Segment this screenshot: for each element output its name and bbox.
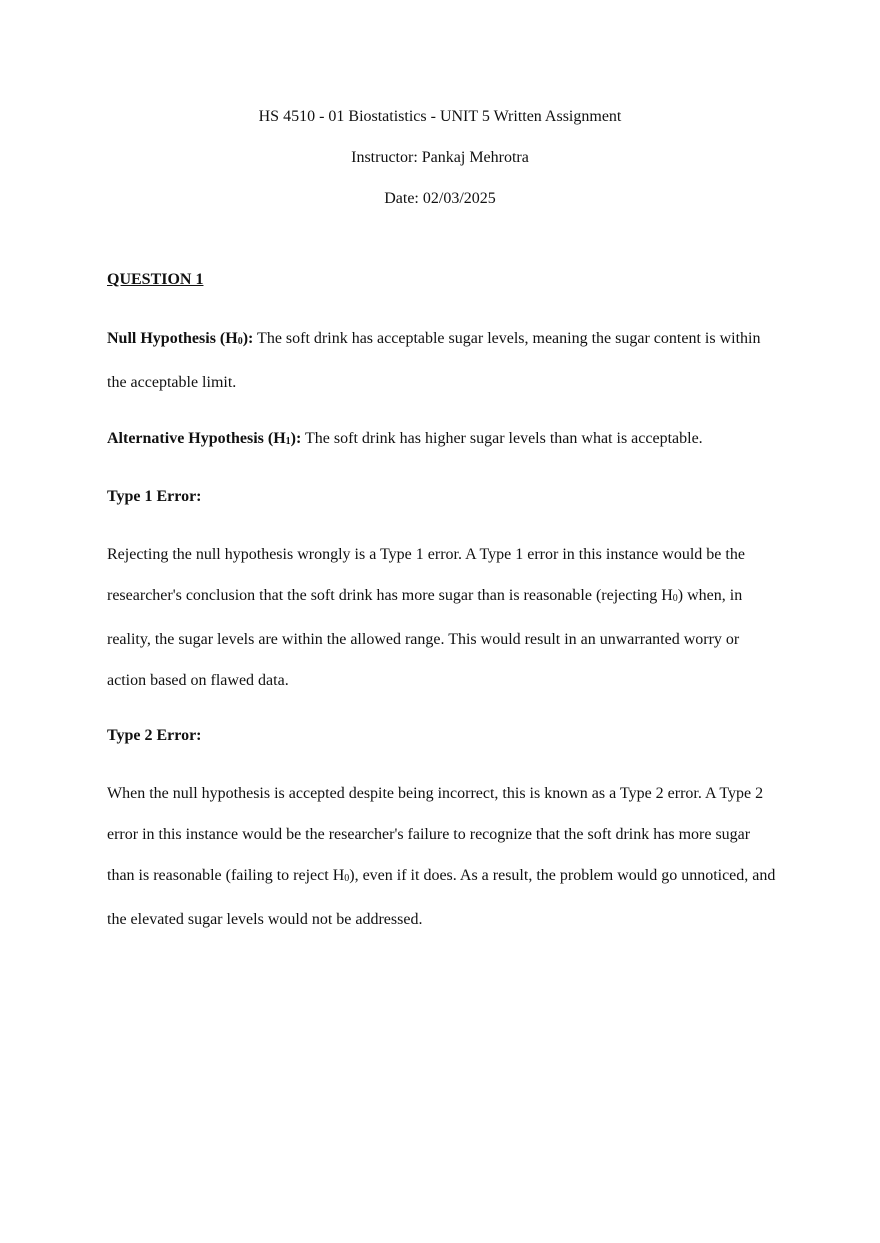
type2-text-a: When the null hypothesis is accepted despite being incorrect, this is known as a Type 2 error. A Type 2 error in this instance would be the researcher's failure to recognize that the soft drink has more sugar than is reasonable (failing to reject H [107, 785, 764, 884]
date-line: Date: 02/03/2025 [384, 190, 496, 207]
type1-heading: Type 1 Error: [107, 488, 202, 505]
type1-text-a: Rejecting the null hypothesis wrongly is a Type 1 error. A Type 1 error in this instance would be the researcher's conclusion that the soft drink has more sugar than is reasonable (rejecting H [107, 546, 745, 604]
type2-paragraph [107, 773, 777, 940]
question-heading: QUESTION 1 [107, 271, 204, 288]
type2-text-b: ), even if it does. As a result, the problem would go unnoticed, and the elevated sugar levels would not be addressed. [107, 867, 776, 928]
alt-hypothesis-subscript: 1 [285, 436, 291, 447]
null-hypothesis-paragraph [107, 318, 782, 403]
instructor-line: Instructor: Pankaj Mehrotra [351, 149, 529, 166]
alt-hypothesis-paragraph [107, 418, 797, 462]
course-title: HS 4510 - 01 Biostatistics - UNIT 5 Written Assignment [258, 108, 622, 125]
type1-paragraph [107, 534, 777, 701]
null-hypothesis-label: Null Hypothesis (H0): [107, 330, 254, 347]
type2-heading: Type 2 Error: [107, 727, 202, 744]
null-hypothesis-subscript: 0 [237, 336, 243, 347]
null-hypothesis-text: The soft drink has acceptable sugar levels, meaning the sugar content is within the acceptable limit. [107, 330, 761, 391]
type1-text-b: ) when, in reality, the sugar levels are within the allowed range. This would result in an unwarranted worry or action based on flawed data. [107, 587, 743, 689]
type2-subscript: 0 [344, 873, 350, 884]
alt-hypothesis-text: The soft drink has higher sugar levels than what is acceptable. [301, 430, 703, 447]
alt-hypothesis-label: Alternative Hypothesis (H1): [107, 430, 302, 447]
type1-subscript: 0 [672, 593, 678, 604]
